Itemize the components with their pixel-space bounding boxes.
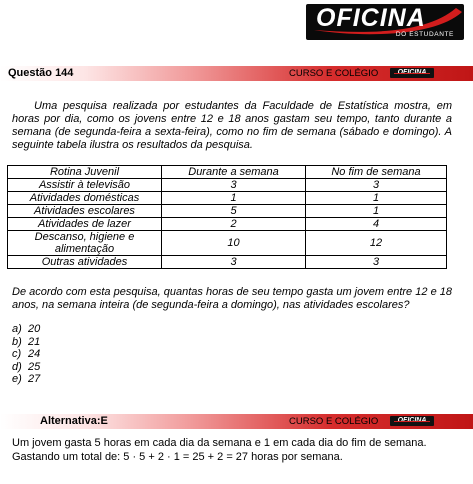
table-cell: Atividades domésticas [8, 192, 162, 205]
answer-line: Um jovem gasta 5 horas em cada dia da semana e 1 em cada dia do fim de semana. [12, 437, 427, 449]
table-cell: 3 [162, 256, 306, 269]
table-cell: 1 [306, 205, 447, 218]
question-text: De acordo com esta pesquisa, quantas horas de seu tempo gasta um jovem entre 12 e 18 anos, na semana inteira (de segunda-feira a domingo), nas atividades escolares? [12, 286, 452, 311]
table-cell: Outras atividades [8, 256, 162, 269]
table-row [8, 231, 447, 256]
table-cell: 10 [162, 231, 306, 256]
table-row [8, 256, 447, 269]
option-item [12, 323, 40, 336]
option-letter: c) [12, 348, 22, 361]
mini-logo [390, 416, 434, 426]
table-cell: 3 [306, 179, 447, 192]
course-label: CURSO E COLÉGIO [289, 416, 379, 427]
course-label: CURSO E COLÉGIO [289, 68, 379, 79]
table-cell: Atividades escolares [8, 205, 162, 218]
option-text: 21 [28, 335, 41, 348]
brand-name: OFICINA [316, 4, 426, 32]
option-letter: a) [12, 323, 22, 335]
table-cell: 3 [306, 256, 447, 269]
option-item [12, 361, 40, 374]
table-row [8, 192, 447, 205]
answer-header-band [0, 414, 473, 429]
answer-line: Gastando um total de: 5 · 5 + 2 · 1 = 25 + 2 = 27 horas por semana. [12, 451, 343, 463]
table-cell: 12 [306, 231, 447, 256]
table-header: Rotina Juvenil [8, 166, 162, 179]
question-header-band [0, 66, 473, 81]
table-header-row [8, 166, 447, 179]
table-cell: Descanso, higiene e alimentação [8, 231, 162, 256]
option-item [12, 348, 40, 361]
table-header: Durante a semana [162, 166, 306, 179]
option-item [12, 373, 40, 386]
brand-logo [306, 4, 464, 40]
option-text: 27 [28, 373, 41, 386]
option-text: 24 [28, 348, 41, 361]
option-letter: e) [12, 373, 22, 386]
intro-text: Uma pesquisa realizada por estudantes da Faculdade de Estatística mostra, em horas por dia, como os jovens entre 12 e 18 anos gastam seu tempo, tanto durante a semana (de segunda-feira a sexta-feira), como no fim de semana (sábado e domingo). A seguinte tabela ilustra os resultados da pesquisa. [12, 100, 452, 151]
options-list [12, 323, 40, 386]
table-row [8, 179, 447, 192]
option-item [12, 336, 40, 349]
option-letter: b) [12, 335, 22, 348]
table-cell: 4 [306, 218, 447, 231]
table-cell: 2 [162, 218, 306, 231]
question-number: Questão 144 [8, 67, 74, 79]
option-letter: d) [12, 360, 22, 373]
option-text: 20 [28, 323, 41, 335]
table-cell: 5 [162, 205, 306, 218]
table-cell: Atividades de lazer [8, 218, 162, 231]
table-cell: 1 [306, 192, 447, 205]
answer-label: Alternativa:E [40, 415, 108, 427]
table-cell: 3 [162, 179, 306, 192]
table-cell: Assistir à televisão [8, 179, 162, 192]
table-row [8, 205, 447, 218]
routine-table [7, 165, 447, 269]
table-row [8, 218, 447, 231]
table-header: No fim de semana [306, 166, 447, 179]
answer-explanation [12, 436, 427, 464]
mini-logo [390, 68, 434, 78]
option-text: 25 [28, 360, 41, 373]
brand-tagline: DO ESTUDANTE [395, 31, 454, 38]
table-cell: 1 [162, 192, 306, 205]
